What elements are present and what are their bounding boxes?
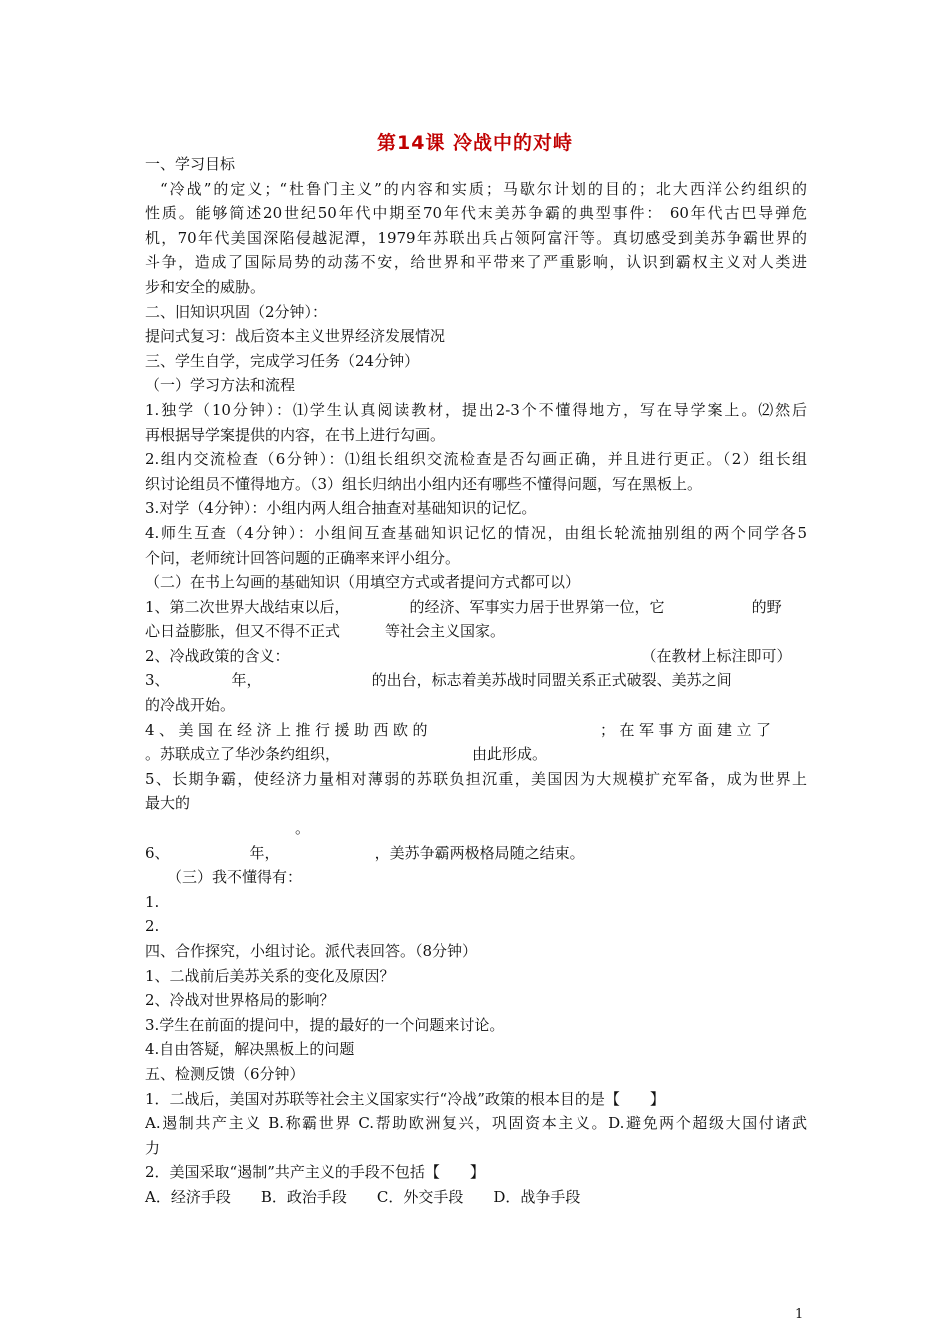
fill-question-3 xyxy=(145,668,807,693)
discussion-item: 3.学生在前面的提问中，提的最好的一个问题来讨论。 xyxy=(145,1015,505,1034)
discussion-item: 4.自由答疑，解决黑板上的问题 xyxy=(145,1040,355,1059)
section-heading: 一、学习目标 xyxy=(145,155,236,173)
paragraph-line: 步和安全的威胁。 xyxy=(145,277,266,296)
quiz-options-1-cont: 力 xyxy=(145,1138,161,1157)
quiz-options-1: A.遏制共产主义 B.称霸世界 C.帮助欧洲复兴，巩固资本主义。D.避免两个超级大国付诸武 xyxy=(145,1114,807,1133)
quiz-options-2: A．经济手段 B．政治手段 C．外交手段 D．战争手段 xyxy=(145,1187,581,1206)
question-text: 。 xyxy=(295,819,311,838)
fill-question-2 xyxy=(145,644,807,669)
quiz-question-1: 1．二战后，美国对苏联等社会主义国家实行“冷战”政策的根本目的是【 】 xyxy=(145,1089,665,1108)
sub-heading: （三）我不懂得有： xyxy=(167,868,303,887)
question-text: 1、第二次世界大战结束以后， xyxy=(145,597,350,616)
question-text: 6、 xyxy=(145,843,170,862)
section-heading: 二、旧知识巩固（2分钟）： xyxy=(145,302,328,321)
question-text: 的野 xyxy=(751,597,782,616)
paragraph-line: 织讨论组员不懂得地方。（3）组长归纳出小组内还有哪些不懂得问题，写在黑板上。 xyxy=(145,474,703,493)
paragraph-line: 4.师生互查（4分钟）：小组间互查基础知识记忆的情况，由组长轮流抽别组的两个同学各5 xyxy=(145,523,807,542)
quiz-question-2: 2．美国采取“遏制”共产主义的手段不包括【 】 xyxy=(145,1163,485,1182)
page-title: 第14课 冷战中的对峙 xyxy=(376,132,574,154)
document-body xyxy=(145,152,807,1210)
paragraph-line: 机，70年代美国深陷侵越泥潭，1979年苏联出兵占领阿富汗等。真切感受到美苏争霸世界的 xyxy=(145,228,807,247)
page-number: 1 xyxy=(795,1307,804,1322)
question-text: ，美苏争霸两极格局随之结束。 xyxy=(374,843,585,862)
question-text: 3、 xyxy=(145,671,170,690)
question-text: 2、冷战政策的含义： xyxy=(145,646,290,665)
answer-line: 1. xyxy=(145,892,160,911)
section-heading: 四、合作探究，小组讨论。派代表回答。（8分钟） xyxy=(145,942,478,960)
fill-question-4 xyxy=(145,718,807,743)
question-text: 由此形成。 xyxy=(472,745,548,764)
fill-question-5: 5、长期争霸，使经济力量相对薄弱的苏联负担沉重，美国因为大规模扩充军备，成为世界上 xyxy=(145,769,807,788)
fill-question-5-cont: 最大的 xyxy=(145,794,191,813)
fill-question-5-end xyxy=(145,816,807,841)
question-text: 的出台，标志着美苏战时同盟关系正式破裂、美苏之间 xyxy=(371,671,732,690)
question-text: ；在军事方面建立了 xyxy=(600,720,776,739)
fill-question-1-cont xyxy=(145,619,807,644)
sub-heading: （一）学习方法和流程 xyxy=(145,376,296,395)
answer-line: 2. xyxy=(145,917,160,936)
section-heading: 三、学生自学，完成学习任务（24分钟） xyxy=(145,351,420,370)
question-text: 等社会主义国家。 xyxy=(385,622,506,641)
paragraph-line: 2.组内交流检查（6分钟）：⑴组长组织交流检查是否勾画正确，并且进行更正。（2）组长组 xyxy=(145,450,807,469)
section-heading: 五、检测反馈（6分钟） xyxy=(145,1064,305,1083)
question-text: 。苏联成立了华沙条约组织， xyxy=(145,745,341,764)
fill-question-1 xyxy=(145,595,807,620)
question-text: （在教材上标注即可） xyxy=(641,646,792,665)
paragraph-line: 提问式复习：战后资本主义世界经济发展情况 xyxy=(145,327,446,346)
fill-question-6 xyxy=(145,841,807,866)
fill-question-3-cont: 的冷战开始。 xyxy=(145,696,236,715)
paragraph-line: 再根据导学案提供的内容，在书上进行勾画。 xyxy=(145,425,446,444)
question-text: 年， xyxy=(231,671,262,690)
discussion-item: 2、冷战对世界格局的影响？ xyxy=(145,991,335,1010)
question-text: 年， xyxy=(249,843,280,862)
question-text: 心日益膨胀，但又不得不正式 xyxy=(145,622,341,641)
paragraph-line: “冷战”的定义；“杜鲁门主义”的内容和实质；马歇尔计划的目的；北大西洋公约组织的 xyxy=(160,179,807,198)
paragraph-line: 3.对学（4分钟）：小组内两人组合抽查对基础知识的记忆。 xyxy=(145,499,537,518)
paragraph-line: 性质。能够简述20世纪50年代中期至70年代末美苏争霸的典型事件： 60年代古巴导弹危 xyxy=(145,204,807,223)
question-text: 的经济、军事实力居于世界第一位，它 xyxy=(409,597,665,616)
sub-heading: （二）在书上勾画的基础知识（用填空方式或者提问方式都可以） xyxy=(145,573,581,592)
fill-question-4-cont xyxy=(145,742,807,767)
question-text: 4、美国在经济上推行援助西欧的 xyxy=(145,720,433,739)
discussion-item: 1、二战前后美苏关系的变化及原因？ xyxy=(145,966,395,985)
paragraph-line: 个问，老师统计回答问题的正确率来评小组分。 xyxy=(145,548,461,567)
paragraph-line: 斗争，造成了国际局势的动荡不安，给世界和平带来了严重影响，认识到霸权主义对人类进 xyxy=(145,253,807,272)
paragraph-line: 1.独学（10分钟）：⑴学生认真阅读教材，提出2-3个不懂得地方，写在导学案上。⑵然后 xyxy=(145,400,807,419)
